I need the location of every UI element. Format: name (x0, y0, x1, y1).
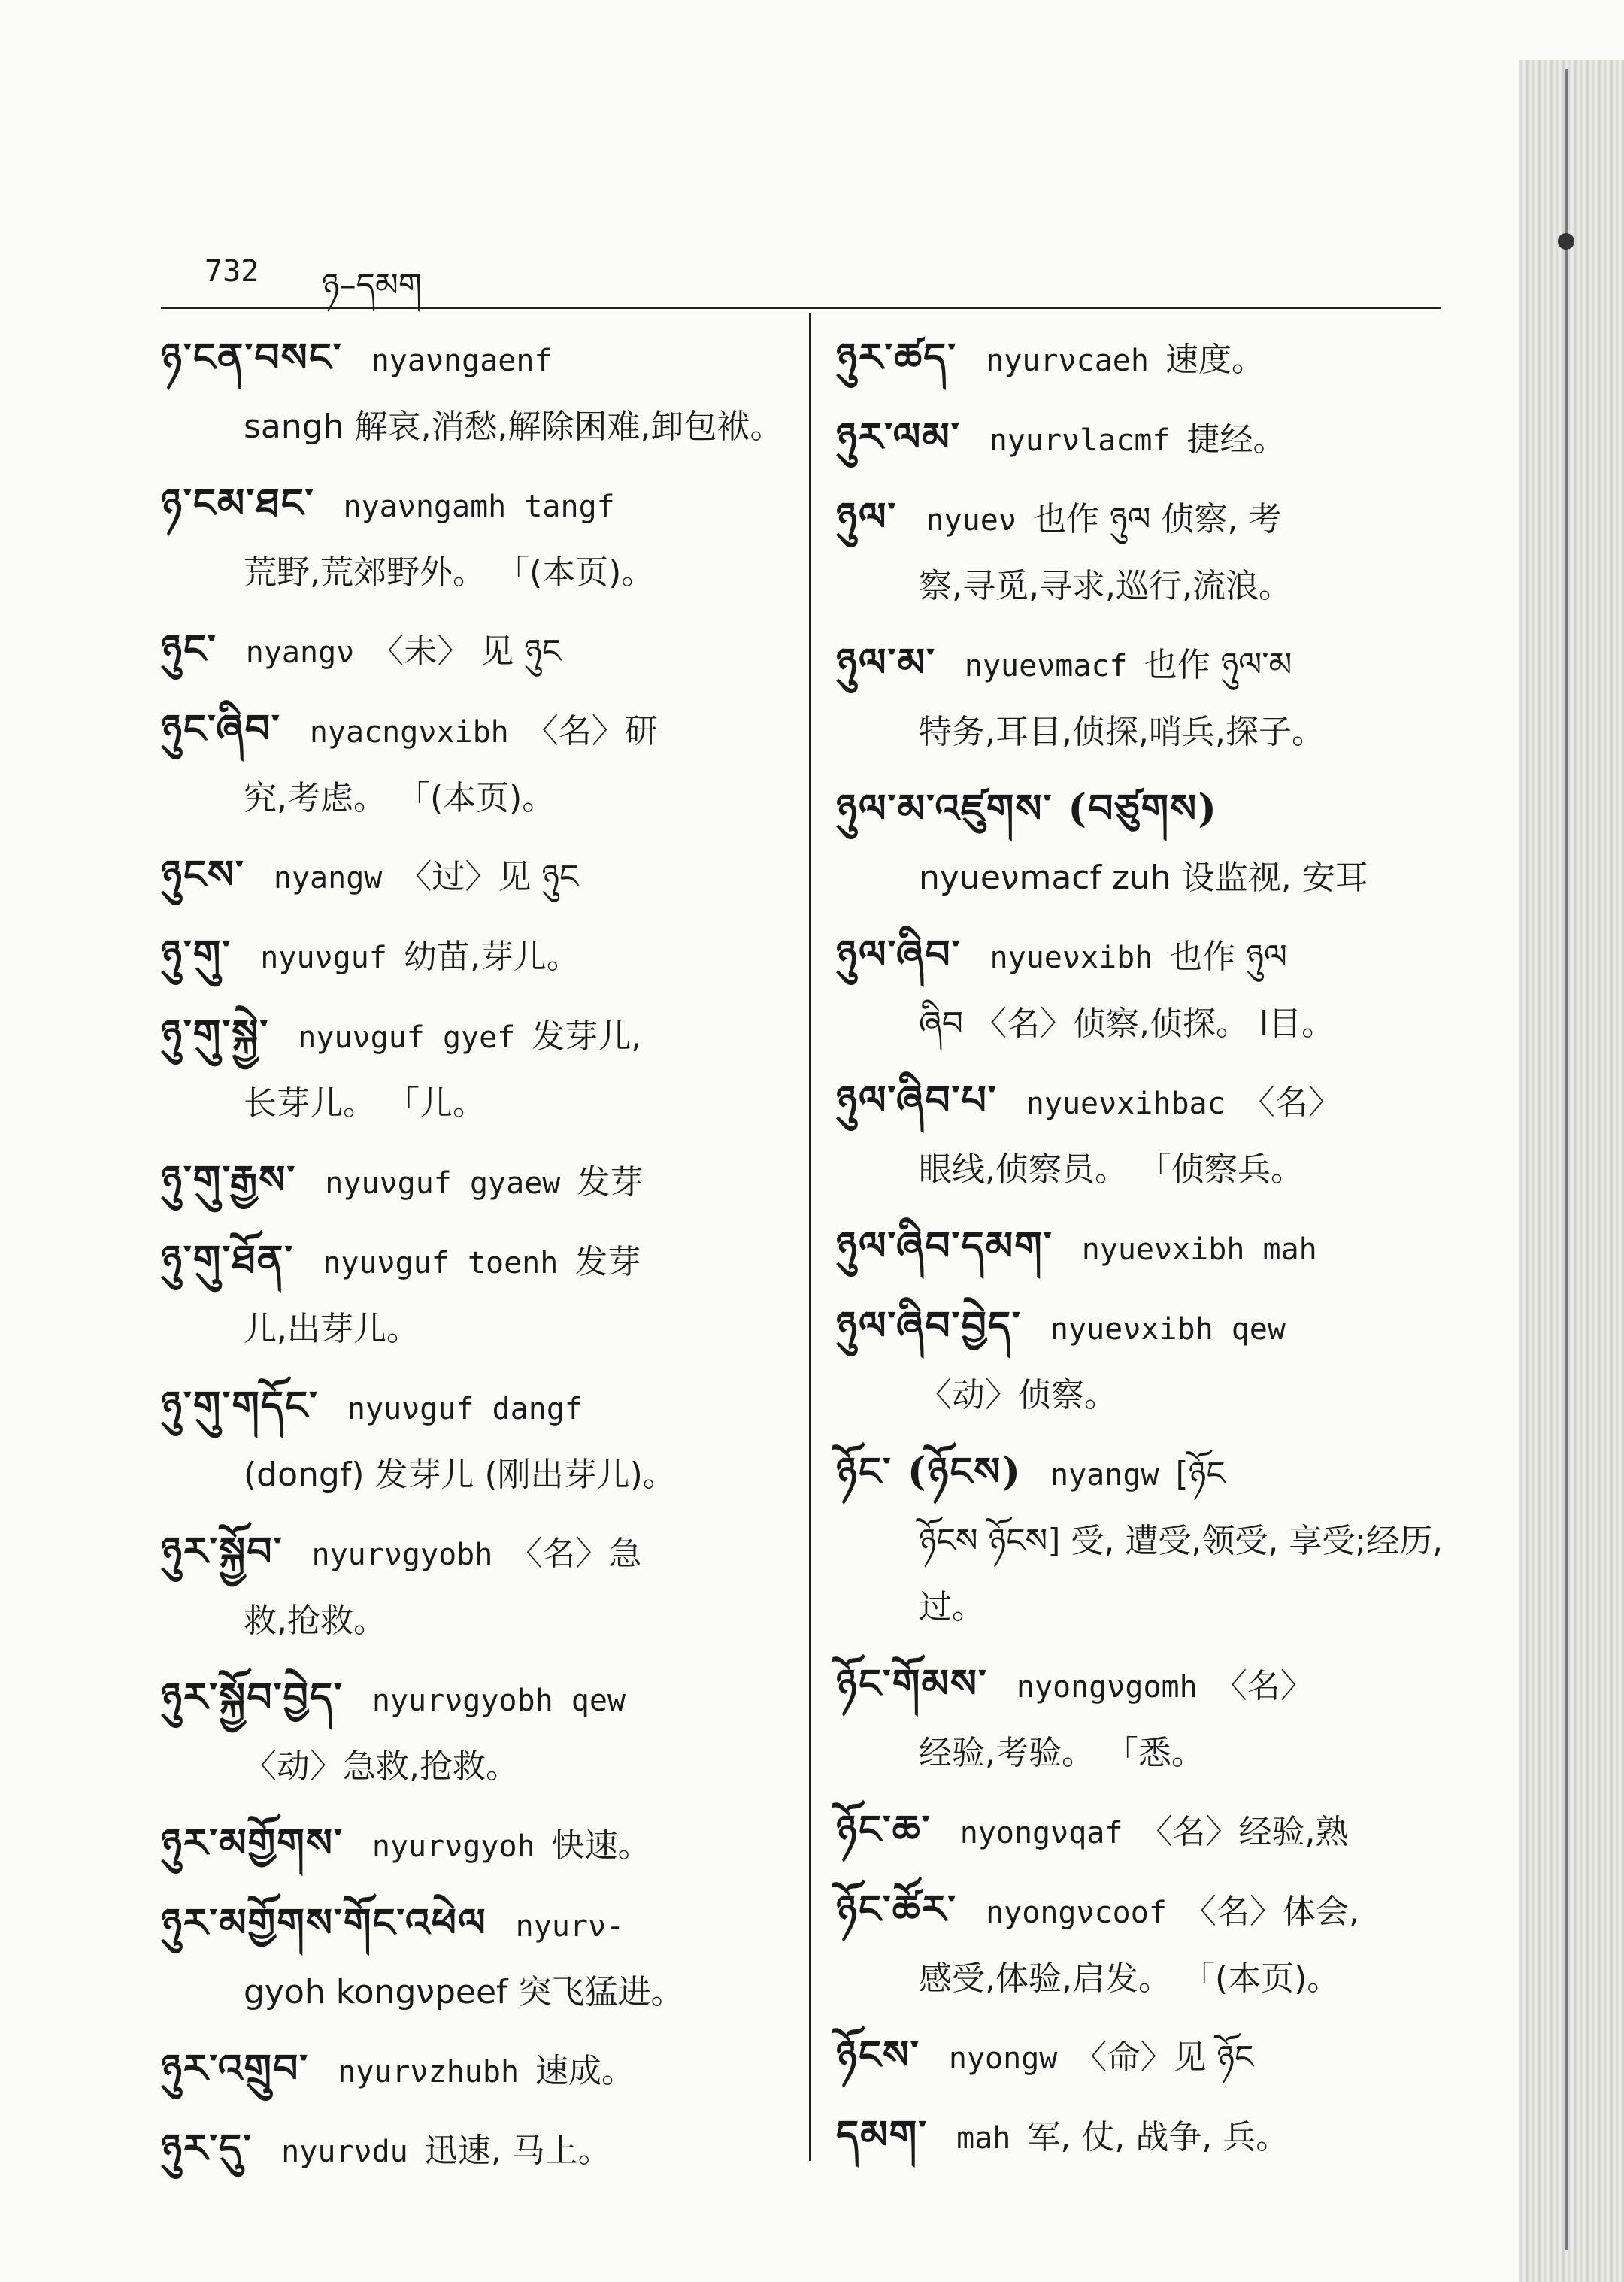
headword-tibetan: ཉུ་གུ་རྒྱས་ (161, 1157, 297, 1203)
entry-continuation: ཉོངས ཉོངས] 受, 遭受,领受, 享受;经历, 过。 (919, 1522, 1444, 1626)
entry-continuation: 儿,出芽儿。 (244, 1310, 420, 1348)
headword-romanization: nyangν (245, 635, 355, 670)
dictionary-entry (836, 630, 1453, 765)
headword-romanization: nyueνmacf (964, 649, 1128, 683)
headword-tibetan: ཉུར་འགྲུབ་ (161, 2046, 310, 2092)
headword-tibetan: ཉོང་ (ཉོངས) (836, 1449, 1022, 1495)
right-column (836, 325, 1453, 2182)
headword-romanization: nyuνguf gyef (298, 1020, 516, 1055)
headword-tibetan: ཉུལ་མ་འཛུགས་ (བཙུགས) (836, 786, 1218, 832)
headword-tibetan: ཉོང་ཆ་ (836, 1807, 932, 1853)
headword-romanization: nyurνdu (281, 2135, 408, 2169)
headword-romanization: nyuνguf dangf (347, 1392, 583, 1426)
headword-romanization: nyurν- (515, 1909, 625, 1944)
entry-definition: 也作 ཉུལ་མ (1144, 646, 1292, 684)
dictionary-entry (836, 922, 1453, 1057)
headword-tibetan: ཉུར་དུ་ (161, 2126, 253, 2171)
dictionary-entry (836, 1651, 1453, 1787)
dictionary-entry (836, 405, 1453, 474)
entry-definition: 捷经。 (1186, 420, 1286, 459)
scan-shadow-edge (1519, 60, 1624, 2282)
entry-definition: 〈名〉急 (509, 1535, 642, 1573)
entry-definition: 速度。 (1165, 341, 1265, 379)
dictionary-entry (836, 1877, 1453, 2012)
entry-definition: 发芽 (577, 1163, 644, 1202)
dictionary-entry (836, 484, 1453, 620)
headword-tibetan: ཉུངས་ (161, 852, 245, 898)
headword-tibetan: དམག་ (836, 2112, 929, 2158)
headword-romanization: nyueνxibh qew (1050, 1312, 1286, 1347)
entry-definition: [ཉོང (1175, 1455, 1226, 1493)
entry-continuation: 眼线,侦察员。 「侦察兵。 (919, 1150, 1304, 1189)
entry-continuation: 荒野,荒郊野外。 「(本页)。 (244, 553, 655, 592)
headword-romanization: nyurνcaeh (986, 344, 1149, 378)
entry-continuation: 究,考虑。 「(本页)。 (244, 779, 556, 817)
headword-tibetan: ཉུང་ (161, 626, 217, 672)
entry-definition: 〈过〉见 ཉུང (398, 858, 579, 896)
dictionary-entry (836, 325, 1453, 394)
headword-romanization: nyueνxihbac (1026, 1086, 1226, 1121)
dictionary-entry (161, 1002, 798, 1137)
dictionary-entry (161, 842, 798, 911)
dictionary-entry (836, 1797, 1453, 1866)
entry-definition: 〈名〉体会, (1183, 1893, 1359, 1931)
headword-tibetan: ཉོང་གོམས་ (836, 1661, 988, 1707)
entry-definition: 快速。 (551, 1826, 651, 1865)
headword-romanization: nyueνxibh mah (1081, 1232, 1317, 1267)
headword-tibetan: ཉུ་གུ་ཐོན་ (161, 1237, 295, 1283)
headword-tibetan: ཉུར་སྐྱོབ་ (161, 1529, 283, 1574)
dictionary-entry (836, 1293, 1453, 1429)
headword-romanization: nyuνguf toenh (323, 1246, 559, 1280)
headword-tibetan: ཉུར་ཚད་ (836, 335, 958, 380)
headword-romanization: nyangw (273, 861, 383, 896)
entry-definition: 〈名〉 (1213, 1667, 1313, 1705)
entry-continuation: nyueνmacf zuh 设监视, 安耳 (919, 859, 1368, 897)
column-divider (809, 313, 811, 2161)
spine-dot (1558, 233, 1574, 250)
entry-definition: 军, 仗, 战争, 兵。 (1027, 2118, 1289, 2156)
dictionary-entry (836, 2102, 1453, 2171)
dictionary-entry (836, 1439, 1453, 1641)
entry-definition: 〈名〉研 (525, 712, 658, 750)
entry-continuation: 长芽儿。 「儿。 (244, 1084, 486, 1123)
entry-continuation: (dongf) 发芽儿 (刚出芽儿)。 (244, 1456, 676, 1494)
dictionary-entry (161, 1147, 798, 1217)
headword-tibetan: ཉུར་སྐྱོབ་བྱེད་ (161, 1674, 344, 1720)
headword-tibetan: ཉ་ངམ་ཐང་ (161, 480, 315, 526)
headword-tibetan: ཉུར་མགྱོགས་གོང་འཕེལ (161, 1900, 487, 1946)
headword-romanization: nyueν (926, 503, 1017, 538)
headword-tibetan: ཉུལ་ཞིབ་ (836, 932, 962, 977)
dictionary-entry (161, 617, 798, 686)
entry-definition: 发芽儿, (532, 1017, 642, 1056)
entry-definition: 也作 ཉུལ (1169, 938, 1287, 976)
entry-definition: 〈命〉见 ཉོང (1074, 2038, 1254, 2077)
headword-tibetan: ཉུ་གུ་ (161, 932, 232, 977)
page-number: 732 (205, 254, 259, 289)
headword-tibetan: ཉུལ་ཞིབ་པ་ (836, 1077, 998, 1123)
headword-romanization: nyurνgyoh (371, 1829, 535, 1864)
entry-continuation: 特务,耳目,侦探,哨兵,探子。 (919, 713, 1325, 751)
headword-romanization: nyangw (1050, 1458, 1159, 1493)
entry-continuation: 〈动〉急救,抢救。 (244, 1747, 519, 1786)
headword-romanization: nyurνzhubh (338, 2055, 520, 2090)
dictionary-entry (161, 1665, 798, 1800)
headword-romanization: nyongw (948, 2041, 1058, 2076)
dictionary-entry (161, 1811, 798, 1880)
entry-definition: 速成。 (535, 2052, 635, 2090)
headword-romanization: nyaνngaenf (371, 344, 553, 378)
headword-tibetan: ཉུལ་མ་ (836, 640, 936, 686)
book-spine-line (1565, 69, 1568, 2250)
entry-continuation: sangh 解哀,消愁,解除困难,卸包袱。 (244, 408, 783, 446)
dictionary-entry (161, 1373, 798, 1508)
entry-continuation: 感受,体验,启发。 「(本页)。 (919, 1959, 1341, 1998)
headword-romanization: nyurνlacmf (989, 423, 1171, 458)
headword-romanization: nyongνgomh (1016, 1670, 1198, 1705)
entry-definition: 〈名〉经验,熟 (1139, 1813, 1349, 1851)
headword-romanization: nyaνngamh tangf (343, 489, 615, 524)
entry-definition: 〈名〉 (1241, 1083, 1341, 1122)
headword-romanization: nyongνqaf (959, 1816, 1123, 1850)
headword-tibetan: ཉོངས་ (836, 2032, 920, 2078)
headword-tibetan: ཉུང་ཞིབ་ (161, 706, 281, 752)
dictionary-entry (161, 471, 798, 606)
section-header: ཉ–དམག (322, 266, 422, 305)
headword-tibetan: ཉུལ་ (836, 494, 898, 540)
dictionary-entry (161, 1227, 798, 1362)
headword-romanization: mah (956, 2121, 1011, 2156)
dictionary-entry (161, 922, 798, 991)
headword-romanization: nyurνgyobh (311, 1538, 493, 1572)
headword-tibetan: ཉ་ངན་བསང་ (161, 335, 343, 380)
entry-definition: 幼苗,芽儿。 (403, 938, 580, 976)
dictionary-entry (161, 1890, 798, 2026)
dictionary-entry (161, 696, 798, 832)
headword-tibetan: ཉུ་གུ་གདོང་ (161, 1383, 319, 1429)
dictionary-entry (836, 1214, 1453, 1283)
dictionary-entry (161, 1519, 798, 1654)
headword-romanization: nyueνxibh (989, 941, 1153, 975)
headword-tibetan: ཉུ་གུ་སྐྱེ་ (161, 1011, 270, 1057)
headword-tibetan: ཉོང་ཚོར་ (836, 1887, 958, 1932)
headword-romanization: nyuνguf (260, 941, 387, 975)
entry-continuation: 救,抢救。 (244, 1602, 386, 1640)
entry-continuation: 经验,考验。 「悉。 (919, 1734, 1204, 1772)
dictionary-entry (161, 2116, 798, 2185)
entry-definition: 〈未〉 见 ཉུང (371, 632, 562, 671)
entry-continuation: 察,寻觅,寻求,巡行,流浪。 (919, 567, 1292, 605)
dictionary-entry (836, 2023, 1453, 2092)
headword-romanization: nyongνcoof (986, 1896, 1167, 1930)
entry-continuation: gyoh kongνpeef 突飞猛进。 (244, 1973, 684, 2011)
dictionary-entry (836, 1068, 1453, 1203)
headword-tibetan: ཉུལ་ཞིབ་དམག་ (836, 1223, 1053, 1269)
headword-tibetan: ཉུར་མགྱོགས་ (161, 1820, 344, 1866)
dictionary-entry (161, 2036, 798, 2105)
headword-romanization: nyacngνxibh (309, 715, 509, 750)
left-column (161, 325, 798, 2196)
dictionary-entry (161, 325, 798, 460)
headword-romanization: nyurνgyobh qew (371, 1683, 626, 1718)
entry-definition: 发芽 (574, 1243, 641, 1281)
entry-definition: 也作 ཉུལ 侦察, 考 (1032, 500, 1282, 538)
entry-continuation: 〈动〉侦察。 (919, 1376, 1117, 1414)
headword-romanization: nyuνguf gyaew (325, 1166, 561, 1201)
header-rule (161, 307, 1441, 309)
entry-definition: 迅速, 马上。 (424, 2132, 611, 2170)
headword-tibetan: ཉུར་ལམ་ (836, 414, 961, 460)
dictionary-entry (836, 776, 1453, 911)
entry-continuation: ཞིབ 〈名〉侦察,侦探。 l目。 (919, 1005, 1335, 1043)
headword-tibetan: ཉུལ་ཞིབ་བྱེད་ (836, 1303, 1022, 1349)
